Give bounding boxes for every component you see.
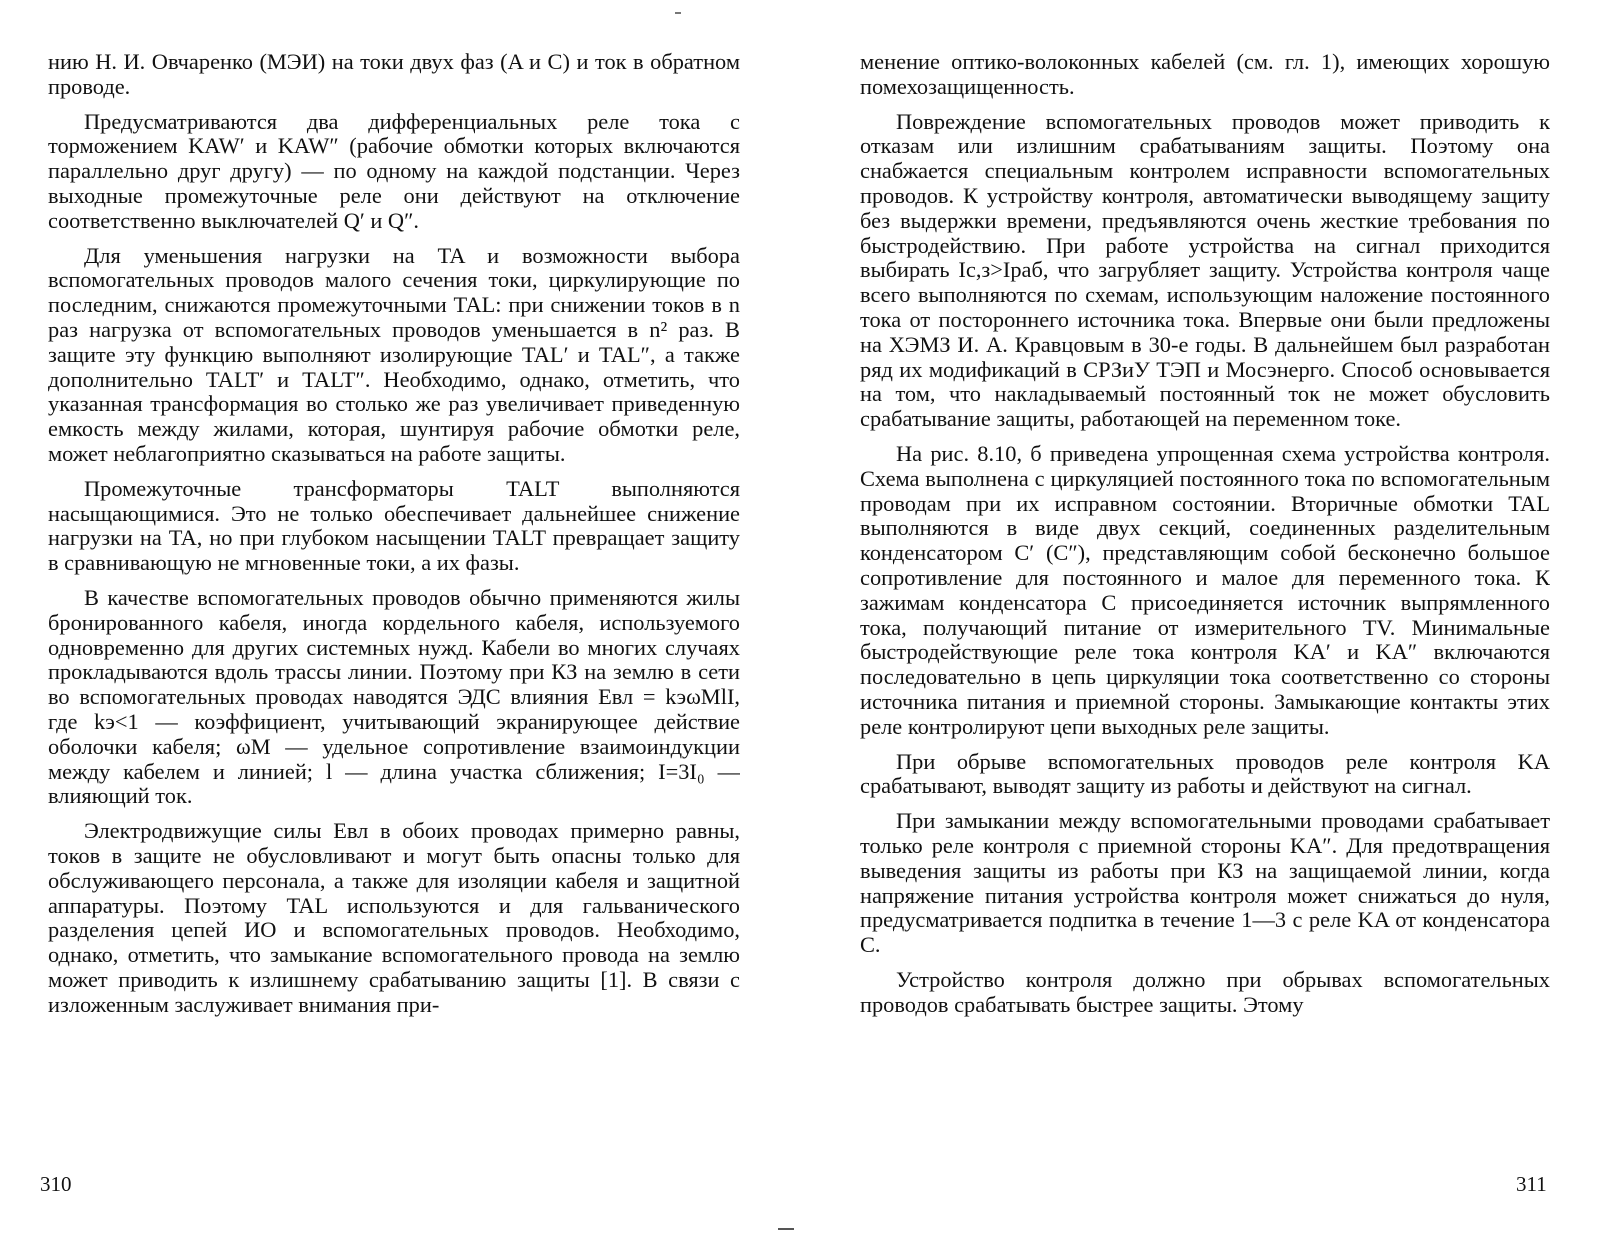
right-paragraph-4: При обрыве вспомогательных проводов реле контроля KA срабатывают, выводят защиту из работы и действуют на сигнал. bbox=[860, 748, 1550, 799]
left-paragraph-3: Для уменьшения нагрузки на TA и возможности выбора вспомогательных проводов малого сечения токи, циркулирующие по последним, снижаются промежуточными TAL: при снижении токов в n раз нагрузка от вспомогательных проводов уменьшается в n² раз. В защите эту функцию выполняют изолирующие TAL′ и TAL″, а также дополнительно TALT′ и TALT″. Необходимо, однако, отметить, что указанная трансформация во столько же раз увеличивает приведенную емкость между жилами, которая, шунтируя рабочие обмотки реле, может неблагоприятно сказываться на работе защиты. bbox=[48, 242, 740, 466]
right-paragraph-5: При замыкании между вспомогательными проводами срабатывает только реле контроля с приемной стороны KA″. Для предотвращения выведения защиты из работы при КЗ на защищаемой линии, когда напряжение питания устройства контроля может снижаться до нуля, предусматривается подпитка в течение 1—3 с реле KA от конденсатора C. bbox=[860, 808, 1550, 958]
left-page-number: 310 bbox=[40, 1172, 72, 1196]
scan-mark-bottom bbox=[778, 1228, 794, 1230]
scan-mark-top bbox=[675, 12, 681, 14]
left-paragraph-1: нию Н. И. Овчаренко (МЭИ) на токи двух фаз (A и C) и ток в обратном проводе. bbox=[48, 50, 740, 99]
left-page bbox=[48, 50, 740, 1160]
right-page-number: 311 bbox=[1516, 1172, 1547, 1196]
right-paragraph-2: Повреждение вспомогательных проводов может приводить к отказам или излишним срабатываниям защиты. Поэтому она снабжается специальным контролем исправности вспомогательных проводов. К устройству контроля, автоматически выводящему защиту без выдержки времени, предъявляются очень жесткие требования по быстродействию. При работе устройства на сигнал приходится выбирать Iс,з>Iраб, что загрубляет защиту. Устройства контроля чаще всего выполняются по схемам, использующим наложение постоянного тока от постороннего источника тока. Впервые они были предложены на ХЭМЗ И. А. Кравцовым в 30-е годы. В дальнейшем был разработан ряд их модификаций в СРЗиУ ТЭП и Мосэнерго. Способ основывается на том, что накладываемый постоянный ток не может обусловить срабатывание защиты, работающей на переменном токе. bbox=[860, 108, 1550, 432]
left-paragraph-2: Предусматриваются два дифференциальных реле тока с торможением KAW′ и KAW″ (рабочие обмотки которых включаются параллельно друг другу) — по одному на каждой подстанции. Через выходные промежуточные реле они действуют на отключение соответственно выключателей Q′ и Q″. bbox=[48, 108, 740, 233]
left-paragraph-6: Электродвижущие силы Eвл в обоих проводах примерно равны, токов в защите не обусловливают и могут быть опасны только для обслуживающего персонала, а также для изоляции кабеля и защитной аппаратуры. Поэтому TAL используются и для гальванического разделения цепей ИО и вспомогательных проводов. Необходимо, однако, отметить, что замыкание вспомогательного провода на землю может приводить к излишнему срабатыванию защиты [1]. В связи с изложенным заслуживает внимания при- bbox=[48, 818, 740, 1017]
right-page bbox=[860, 50, 1550, 1160]
left-paragraph-5: В качестве вспомогательных проводов обычно применяются жилы бронированного кабеля, иногда кордельного кабеля, используемого одновременно для других системных нужд. Кабели во многих случаях прокладываются вдоль трассы линии. Поэтому при КЗ на землю в сети во вспомогательных проводах наводятся ЭДС влияния Eвл = kэωMlI, где kэ<1 — коэффициент, учитывающий экранирующее действие оболочки кабеля; ωM — удельное сопротивление взаимоиндукции между кабелем и линией; l — длина участка сближения; I=3I₀ — влияющий ток. bbox=[48, 584, 740, 809]
left-paragraph-4: Промежуточные трансформаторы TALT выполняются насыщающимися. Это не только обеспечивает дальнейшее снижение нагрузки на TA, но при глубоком насыщении TALT превращает защиту в сравнивающую не мгновенные токи, а их фазы. bbox=[48, 475, 740, 576]
right-paragraph-6: Устройство контроля должно при обрывах вспомогательных проводов срабатывать быстрее защиты. Этому bbox=[860, 966, 1550, 1017]
right-paragraph-1: менение оптико-волоконных кабелей (см. гл. 1), имеющих хорошую помехозащищенность. bbox=[860, 50, 1550, 99]
right-paragraph-3: На рис. 8.10, б приведена упрощенная схема устройства контроля. Схема выполнена с циркуляцией постоянного тока по вспомогательным проводам при их исправном состоянии. Вторичные обмотки TAL выполняются в виде двух секций, соединенных разделительным конденсатором C′ (C″), представляющим собой бесконечно большое сопротивление для постоянного и малое для переменного тока. К зажимам конденсатора C присоединяется источник выпрямленного тока, получающий питание от измерительного TV. Минимальные быстродействующие реле тока контроля KA′ и KA″ включаются последовательно в цепь циркуляции тока соответственно со стороны источника питания и приемной стороны. Замыкающие контакты этих реле контролируют цепи выходных реле защиты. bbox=[860, 440, 1550, 739]
